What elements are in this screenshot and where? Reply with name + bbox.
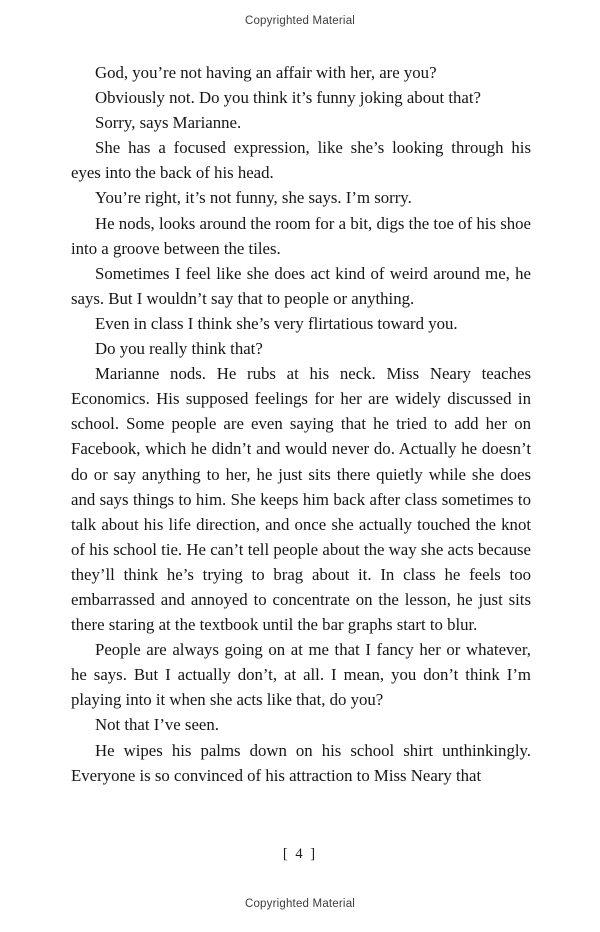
paragraph: Sometimes I feel like she does act kind of weird around me, he says. But I wouldn’t say that to people or anything.	[71, 263, 531, 308]
copyright-notice-bottom: Copyrighted Material	[244, 898, 356, 910]
paragraph: Not that I’ve seen.	[95, 715, 219, 735]
paragraph: Obviously not. Do you think it’s funny joking about that?	[95, 88, 481, 108]
paragraph: He wipes his palms down on his school shirt unthinkingly. Everyone is so convinced of his attraction to Miss Neary that	[71, 740, 531, 785]
paragraph: She has a focused expression, like she’s looking through his eyes into the back of his head.	[71, 138, 531, 183]
page-body	[71, 60, 531, 788]
paragraph: You’re right, it’s not funny, she says. I’m sorry.	[95, 188, 412, 208]
paragraph: Sorry, says Marianne.	[95, 113, 242, 133]
paragraph: People are always going on at me that I fancy her or whatever, he says. But I actually don’t, at all. I mean, you don’t think I’m playing into it when she acts like that, do you?	[71, 640, 531, 710]
paragraph: Even in class I think she’s very flirtatious toward you.	[95, 313, 458, 333]
page-number: [ 4 ]	[282, 846, 318, 862]
paragraph: Marianne nods. He rubs at his neck. Miss Neary teaches Economics. His supposed feelings for her are widely discussed in school. Some people are even saying that he tried to add her on Facebook, which he didn’t and would never do. Actually he doesn’t do or say anything to her, he just sits there quietly while she does and says things to him. She keeps him back after class sometimes to talk about his life direction, and once she actually touched the knot of his school tie. He can’t tell people about the way she acts because they’ll think he’s trying to brag about it. In class he feels too embarrassed and annoyed to concentrate on the lesson, he just sits there staring at the textbook until the bar graphs start to blur.	[71, 364, 531, 635]
paragraph: Do you really think that?	[95, 339, 263, 359]
copyright-notice-top: Copyrighted Material	[244, 15, 356, 27]
paragraph: God, you’re not having an affair with her, are you?	[95, 63, 437, 82]
paragraph: He nods, looks around the room for a bit, digs the toe of his shoe into a groove between the tiles.	[71, 213, 531, 258]
